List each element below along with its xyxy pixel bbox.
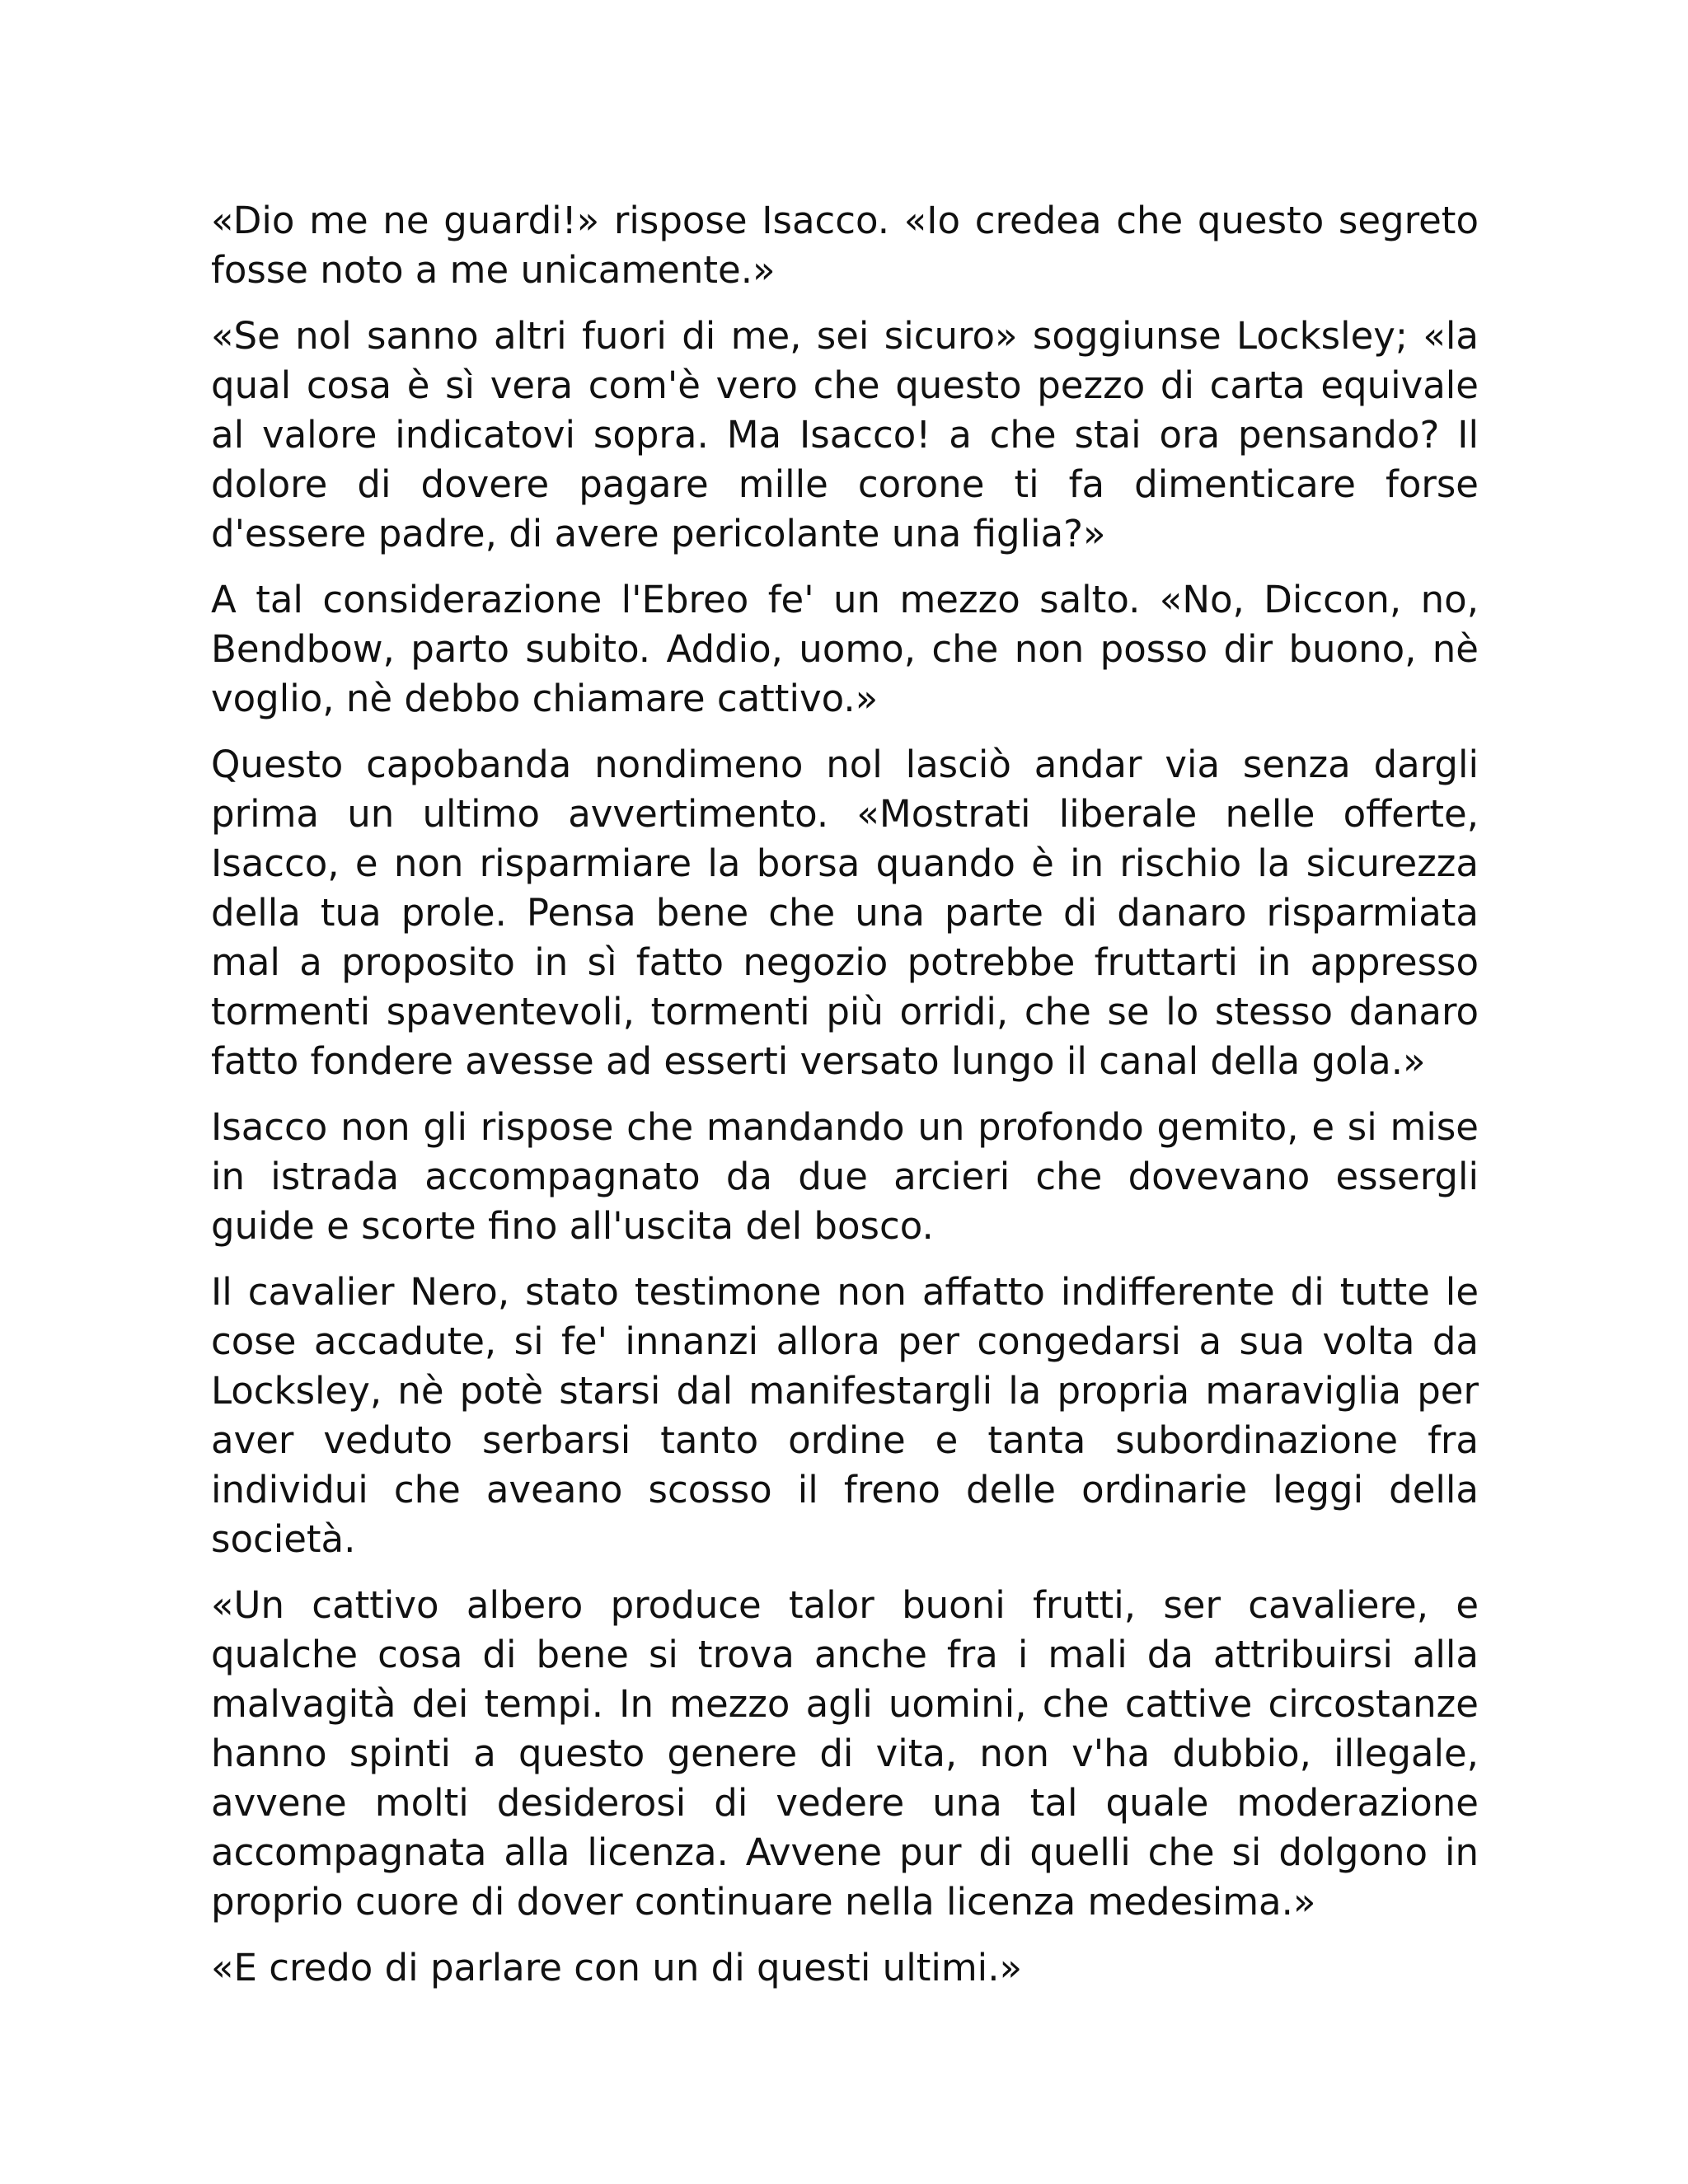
paragraph: «Dio me ne guardi!» rispose Isacco. «Io credea che questo segreto fosse noto a me unicamente.» [211,199,1479,292]
paragraph: Questo capobanda nondimeno nol lasciò andar via senza dargli prima un ultimo avvertimento. «Mostrati liberale nelle offerte, Isacco, e non risparmiare la borsa quando è in rischio la sicurezza della tua prole. Pensa bene che una parte di danaro risparmiata mal a proposito in sì fatto negozio potrebbe fruttarti in appresso tormenti spaventevoli, tormenti più orridi, che se lo stesso danaro fatto fondere avesse ad esserti versato lungo il canal della gola.» [211,743,1479,1083]
paragraph: «Un cattivo albero produce talor buoni frutti, ser cavaliere, e qualche cosa di bene si trova anche fra i mali da attribuirsi alla malvagità dei tempi. In mezzo agli uomini, che cattive circostanze hanno spinti a questo genere di vita, non v'ha dubbio, illegale, avvene molti desiderosi di vedere una tal quale moderazione accompagnata alla licenza. Avvene pur di quelli che si dolgono in proprio cuore di dover continuare nella licenza medesima.» [211,1583,1479,1924]
paragraph: A tal considerazione l'Ebreo fe' un mezzo salto. «No, Diccon, no, Bendbow, parto subito. Addio, uomo, che non posso dir buono, nè voglio, nè debbo chiamare cattivo.» [211,578,1479,720]
body-text [211,196,1479,2009]
paragraph: «Se nol sanno altri fuori di me, sei sicuro» soggiunse Locksley; «la qual cosa è sì vera com'è vero che questo pezzo di carta equivale al valore indicatovi sopra. Ma Isacco! a che stai ora pensando? Il dolore di dovere pagare mille corone ti fa dimenticare forse d'essere padre, di avere pericolante una figlia?» [211,314,1479,555]
paragraph: Il cavalier Nero, stato testimone non affatto indifferente di tutte le cose accadute, si fe' innanzi allora per congedarsi a sua volta da Locksley, nè potè starsi dal manifestargli la propria maraviglia per aver veduto serbarsi tanto ordine e tanta subordinazione fra individui che aveano scosso il freno delle ordinarie leggi della società. [211,1270,1479,1561]
paragraph: «E credo di parlare con un di questi ultimi.» [211,1946,1023,1990]
paragraph: Isacco non gli rispose che mandando un profondo gemito, e si mise in istrada accompagnato da due arcieri che dovevano essergli guide e scorte fino all'uscita del bosco. [211,1105,1479,1248]
